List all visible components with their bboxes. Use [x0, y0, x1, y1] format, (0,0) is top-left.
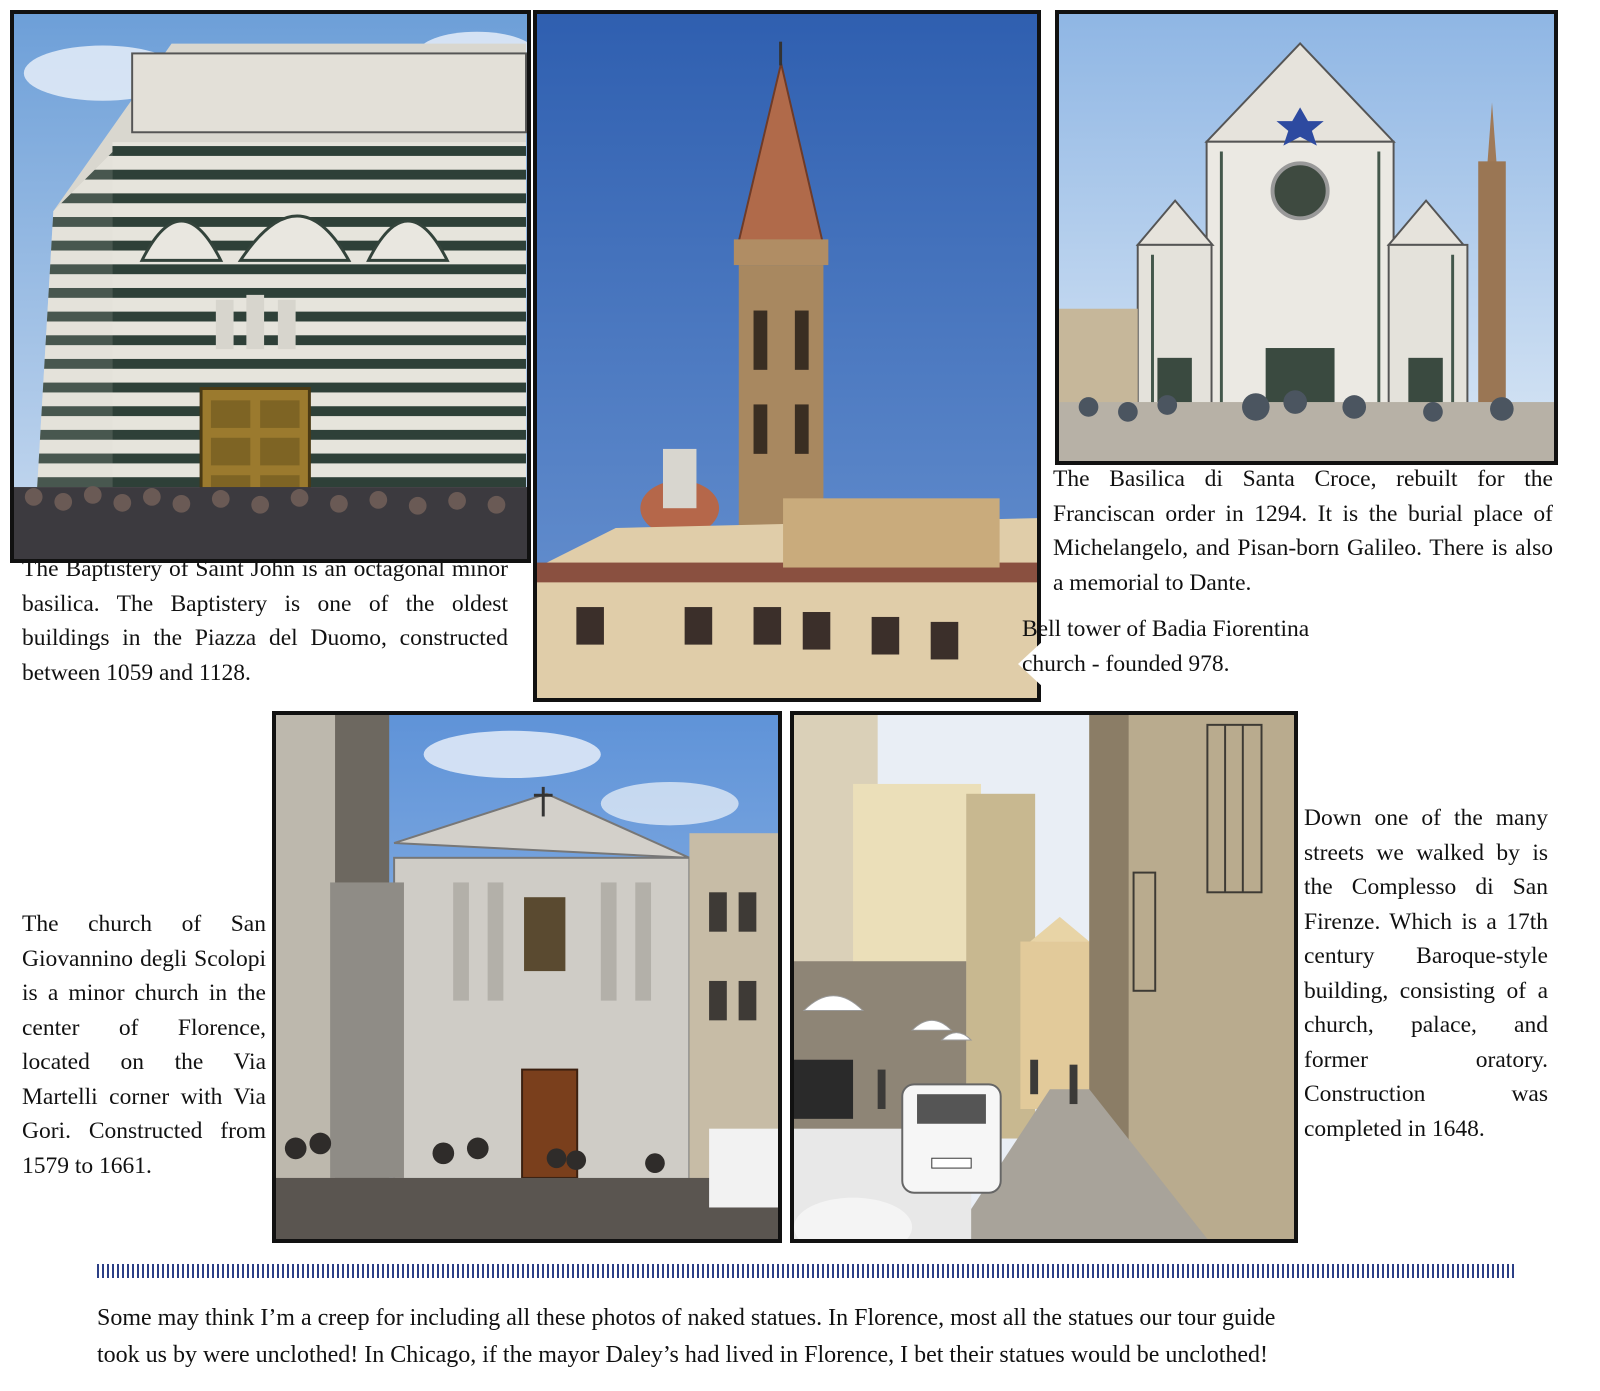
baptistery-photo: [10, 10, 531, 563]
badia-caption-line-1: Bell tower of Badia Fiorentina: [1022, 616, 1310, 642]
footer-line-1: Some may think I’m a creep for including all these photos of naked statues. In Florence, most all the statues our tour guide: [97, 1305, 1276, 1331]
san-giovannino-caption: The church of San Giovannino degli Scolopi is a minor church in the center of Florence, located on the Via Martelli corner with Via Gori. Constructed from 1579 to 1661.: [22, 911, 266, 1179]
santa-croce-photo: [1055, 10, 1558, 465]
badia-caption-line-2: church - founded 978.: [1022, 650, 1230, 677]
san-giovannino-photo: [272, 711, 782, 1243]
badia-caption: [1022, 612, 1462, 681]
san-firenze-street-photo: [790, 711, 1298, 1243]
san-firenze-caption: Down one of the many streets we walked by is the Complesso di San Firenze. Which is a 17th century Baroque-style building, consisting of a church, palace, and former oratory. Construction was completed in 1648.: [1304, 805, 1548, 1142]
badia-tower-photo: [533, 10, 1041, 702]
santa-croce-caption: The Basilica di Santa Croce, rebuilt for the Franciscan order in 1294. It is the burial place of Michelangelo, and Pisan-born Galileo. There is also a memorial to Dante.: [1053, 466, 1553, 596]
baptistery-caption: The Baptistery of Saint John is an octagonal minor basilica. The Baptistery is one of the oldest buildings in the Piazza del Duomo, constructed between 1059 and 1128.: [22, 556, 508, 686]
decorative-divider: [97, 1264, 1515, 1278]
footer-text: [97, 1300, 1517, 1374]
footer-line-2: took us by were unclothed! In Chicago, if the mayor Daley’s had lived in Florence, I bet their statues would be unclothed!: [97, 1342, 1269, 1368]
